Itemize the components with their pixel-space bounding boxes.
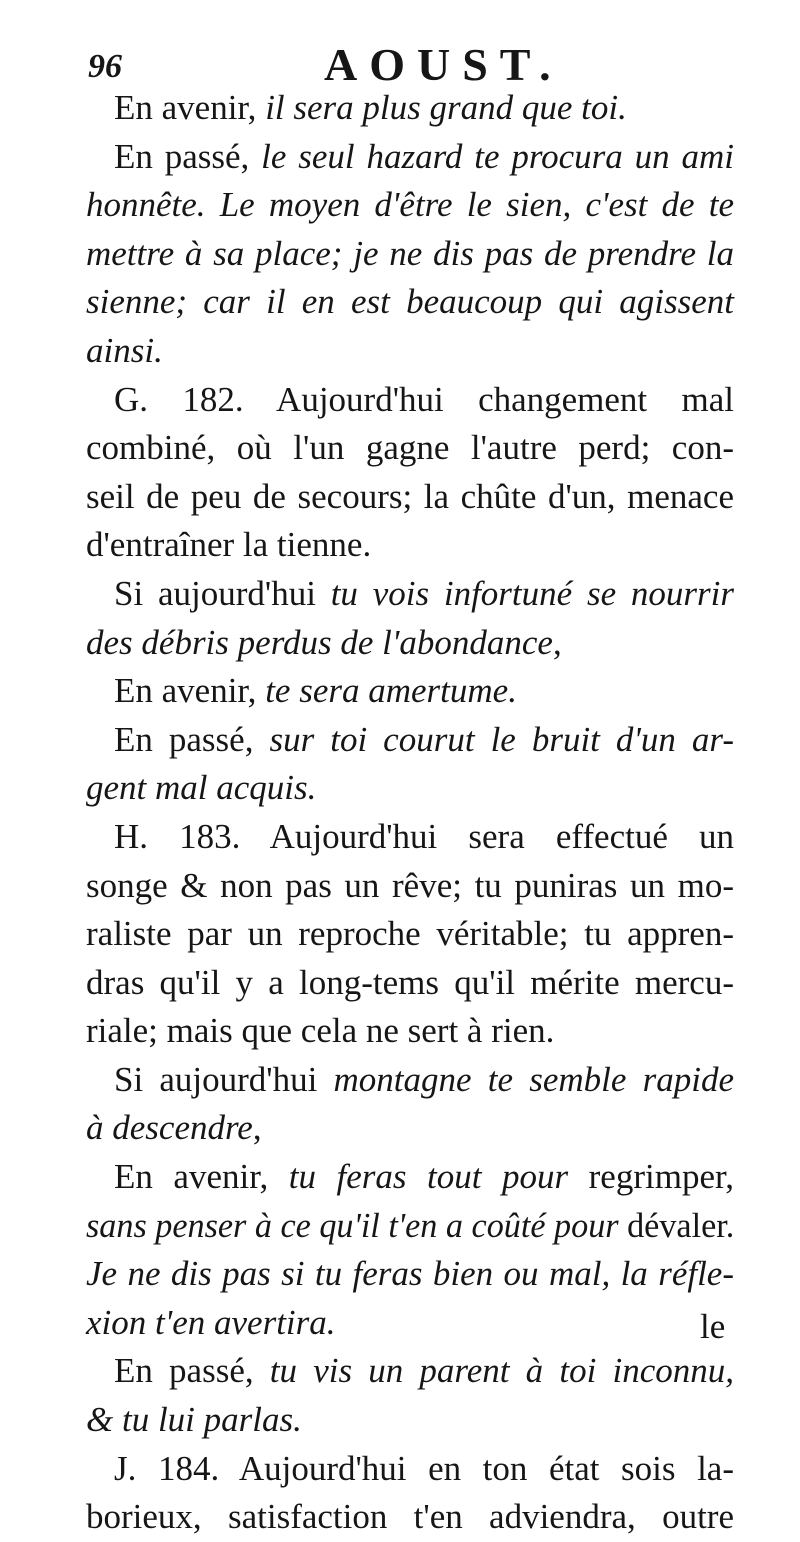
italic-text: tu vois infortuné se nourrir — [330, 573, 734, 613]
italic-text: te sera amertume. — [265, 671, 517, 711]
italic-text: gent mal acquis. — [86, 768, 317, 808]
roman-text: Si aujourd'hui — [114, 1059, 334, 1099]
text-line — [86, 959, 734, 1008]
roman-text: En passé, — [114, 719, 270, 759]
roman-text: borieux, satisfaction t'en adviendra, outre — [86, 1497, 734, 1537]
text-line — [86, 1250, 734, 1299]
italic-text: tu feras tout pour — [288, 1157, 569, 1197]
roman-text: , — [252, 1108, 262, 1148]
roman-text: d'entraîner la tienne. — [86, 525, 372, 565]
roman-text: En passé, — [114, 136, 262, 176]
page-number: 96 — [88, 48, 122, 85]
roman-text: G. 182. Aujourd'hui changement mal — [114, 379, 734, 419]
text-line — [86, 570, 734, 619]
italic-text: sans penser à ce qu'il t'en a coûté pour — [86, 1205, 619, 1245]
italic-text: il sera plus grand que toi. — [265, 88, 627, 127]
roman-text: H. 183. Aujourd'hui sera effectué un — [114, 816, 734, 856]
italic-text: xion t'en avertira. — [86, 1302, 336, 1342]
roman-text: J. 184. Aujourd'hui en ton état sois la- — [114, 1448, 734, 1488]
roman-text: , — [552, 622, 562, 662]
text-line — [86, 764, 734, 813]
roman-text: combiné, où l'un gagne l'autre perd; con- — [86, 428, 734, 468]
text-line — [86, 230, 734, 279]
body-text — [86, 84, 734, 1542]
italic-text: & tu lui parlas. — [86, 1400, 302, 1440]
roman-text: En avenir, — [114, 88, 266, 127]
text-line — [86, 133, 734, 182]
italic-text: sienne; car il en est beaucoup qui agissent — [86, 282, 734, 322]
italic-text: montagne te semble rapide — [333, 1059, 734, 1099]
text-line — [86, 910, 734, 959]
text-line — [86, 181, 734, 230]
text-line — [86, 521, 734, 570]
italic-text: mettre à sa place; je ne dis pas de prendre la — [86, 233, 734, 273]
text-line — [86, 327, 734, 376]
text-line — [86, 1007, 734, 1056]
text-line — [86, 667, 734, 716]
italic-text: tu vis un parent à toi inconnu, — [269, 1351, 734, 1391]
text-line — [86, 1347, 734, 1396]
italic-text: sur toi courut le bruit d'un ar- — [269, 719, 734, 759]
roman-text: regrimper, — [568, 1157, 734, 1197]
text-line — [86, 1493, 734, 1542]
roman-text: En passé, — [114, 1351, 270, 1391]
roman-text: raliste par un reproche véritable; tu appren- — [86, 914, 734, 954]
running-head: AOUST. — [324, 39, 563, 90]
text-line — [86, 1202, 734, 1251]
italic-text: ainsi. — [86, 330, 163, 370]
roman-text: dévaler. — [618, 1205, 735, 1245]
italic-text: Je ne dis pas si tu feras bien ou mal, la réfle- — [86, 1254, 734, 1294]
text-line — [86, 1396, 734, 1445]
italic-text: honnête. Le moyen d'être le sien, c'est de te — [86, 185, 734, 225]
text-line — [86, 813, 734, 862]
roman-text: Si aujourd'hui — [114, 573, 331, 613]
text-line — [86, 1104, 734, 1153]
text-line — [86, 84, 734, 133]
text-line — [86, 1299, 734, 1348]
text-line — [86, 278, 734, 327]
text-line — [86, 473, 734, 522]
roman-text: En avenir, — [114, 1157, 289, 1197]
catchword: le — [700, 1307, 726, 1346]
text-line — [86, 1056, 734, 1105]
roman-text: seil de peu de secours; la chûte d'un, menace — [86, 476, 734, 516]
text-line — [86, 619, 734, 668]
italic-text: le seul hazard te procura un ami — [261, 136, 734, 176]
italic-text: des débris perdus de l'abondance — [86, 622, 553, 662]
roman-text: riale; mais que cela ne sert à rien. — [86, 1011, 555, 1051]
roman-text: songe & non pas un rêve; tu puniras un mo- — [86, 865, 734, 905]
italic-text: à descendre — [86, 1108, 253, 1148]
text-line — [86, 376, 734, 425]
text-line — [86, 1445, 734, 1494]
text-line — [86, 716, 734, 765]
text-line — [86, 424, 734, 473]
text-line — [86, 862, 734, 911]
roman-text: En avenir, — [114, 671, 266, 711]
text-line — [86, 1153, 734, 1202]
roman-text: dras qu'il y a long-tems qu'il mérite mercu- — [86, 962, 734, 1002]
